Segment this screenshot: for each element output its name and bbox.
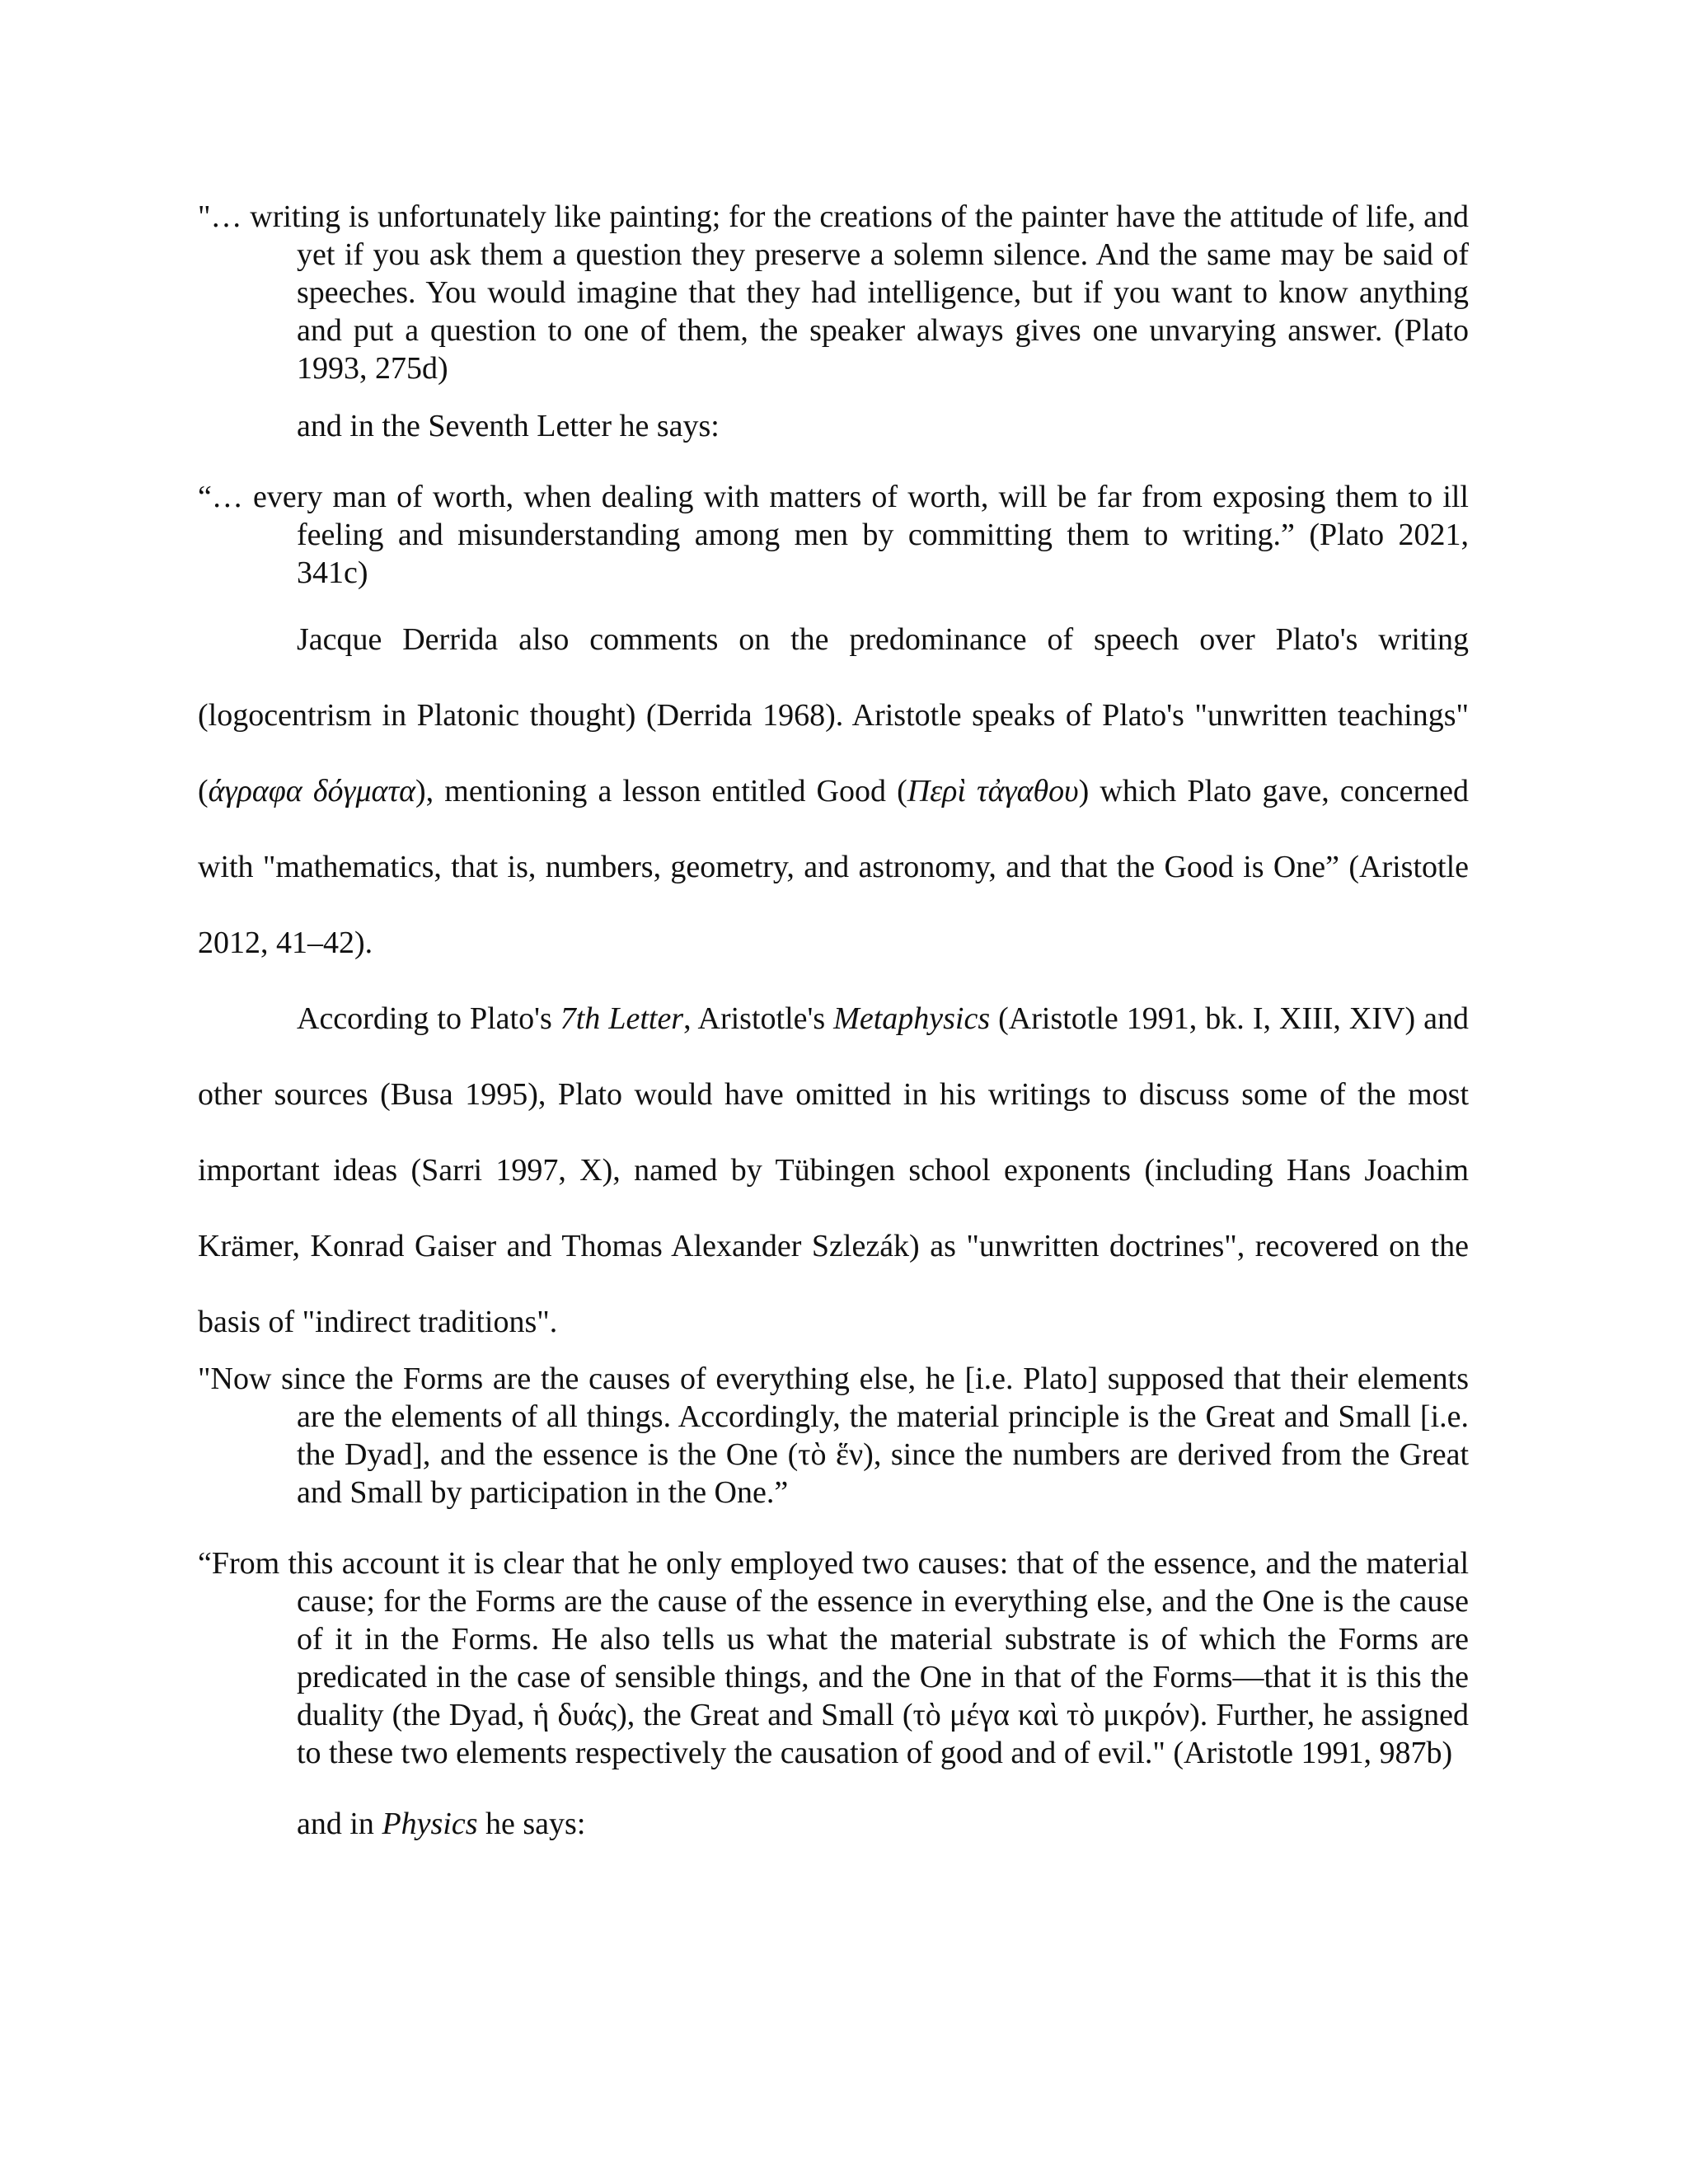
- quote-text: "… writing is unfortunately like painting; for the creations of the painter have the attitude of life, and yet if you ask them a question they preserve a solemn silence. And the same may be said of speeches. You would imagine that they had intelligence, but if you want to know anything and put a question to one of them, the speaker always gives one unvarying answer. (Plato 1993, 275d): [198, 199, 1469, 386]
- greek-term-agrapha-dogmata: άγραφα δόγματα: [208, 774, 416, 808]
- paragraph-text: ) which Plato gave, concerned with "mathematics, that is, numbers, geometry, and astronomy, and that the Good is One” (Aristotle 2012, 41–42).: [198, 774, 1469, 960]
- paragraph-text: ), mentioning a lesson entitled Good (: [415, 774, 907, 808]
- paragraph-derrida: [198, 602, 1469, 981]
- quote-aristotle-causes: [198, 1544, 1469, 1772]
- paragraph-text: According to Plato's: [297, 1001, 560, 1036]
- document-page: [198, 198, 1469, 1843]
- quote-text: “From this account it is clear that he only employed two causes: that of the essence, and the material cause; for the Forms are the cause of the essence in everything else, and the One is the cause of it in the Forms. He also tells us what the material substrate is of which the Forms are predicated in the case of sensible things, and the One in that of the Forms—that it is this the duality (the Dyad, ἡ δυάς), the Great and Small (τὸ μέγα καὶ τὸ μικρόν). Further, he assigned to these two elements respectively the causation of good and of evil." (Aristotle 1991, 987b): [198, 1546, 1469, 1770]
- quote-text: "Now since the Forms are the causes of everything else, he [i.e. Plato] supposed that their elements are the elements of all things. Accordingly, the material principle is the Great and Small [i.e. the Dyad], and the essence is the One (τὸ ἕν), since the numbers are derived from the Great and Small by participation in the One.”: [198, 1361, 1469, 1510]
- paragraph-text: Jacque Derrida also comments on the predominance of speech over Plato's writing (logocentrism in Platonic thought) (Derrida 1968). Aristotle speaks of Plato's "unwritten teachings" (: [198, 622, 1469, 808]
- transition-text: and in the Seventh Letter he says:: [297, 409, 720, 443]
- transition-text: and in: [297, 1807, 382, 1841]
- title-metaphysics: Metaphysics: [833, 1001, 991, 1036]
- transition-physics: [198, 1805, 1469, 1843]
- title-7th-letter: 7th Letter: [560, 1001, 684, 1036]
- quote-aristotle-forms: [198, 1360, 1469, 1511]
- paragraph-unwritten-doctrines: [198, 981, 1469, 1360]
- title-physics: Physics: [382, 1807, 478, 1841]
- transition-text: he says:: [477, 1807, 586, 1841]
- transition-seventh-letter: [198, 407, 1469, 445]
- paragraph-text: , Aristotle's: [683, 1001, 834, 1036]
- paragraph-text: (Aristotle 1991, bk. I, XIII, XIV) and other sources (Busa 1995), Plato would have omitted in his writings to discuss some of the most important ideas (Sarri 1997, X), named by Tübingen school exponents (including Hans Joachim Krämer, Konrad Gaiser and Thomas Alexander Szlezák) as "unwritten doctrines", recovered on the basis of "indirect traditions".: [198, 1001, 1469, 1339]
- quote-seventh-letter: [198, 478, 1469, 592]
- greek-term-peri-tagathou: Περὶ τἀγαθου: [907, 774, 1079, 808]
- quote-text: “… every man of worth, when dealing with matters of worth, will be far from exposing them to ill feeling and misunderstanding among men by committing them to writing.” (Plato 2021, 341c): [198, 480, 1469, 590]
- quote-plato-phaedrus: [198, 198, 1469, 387]
